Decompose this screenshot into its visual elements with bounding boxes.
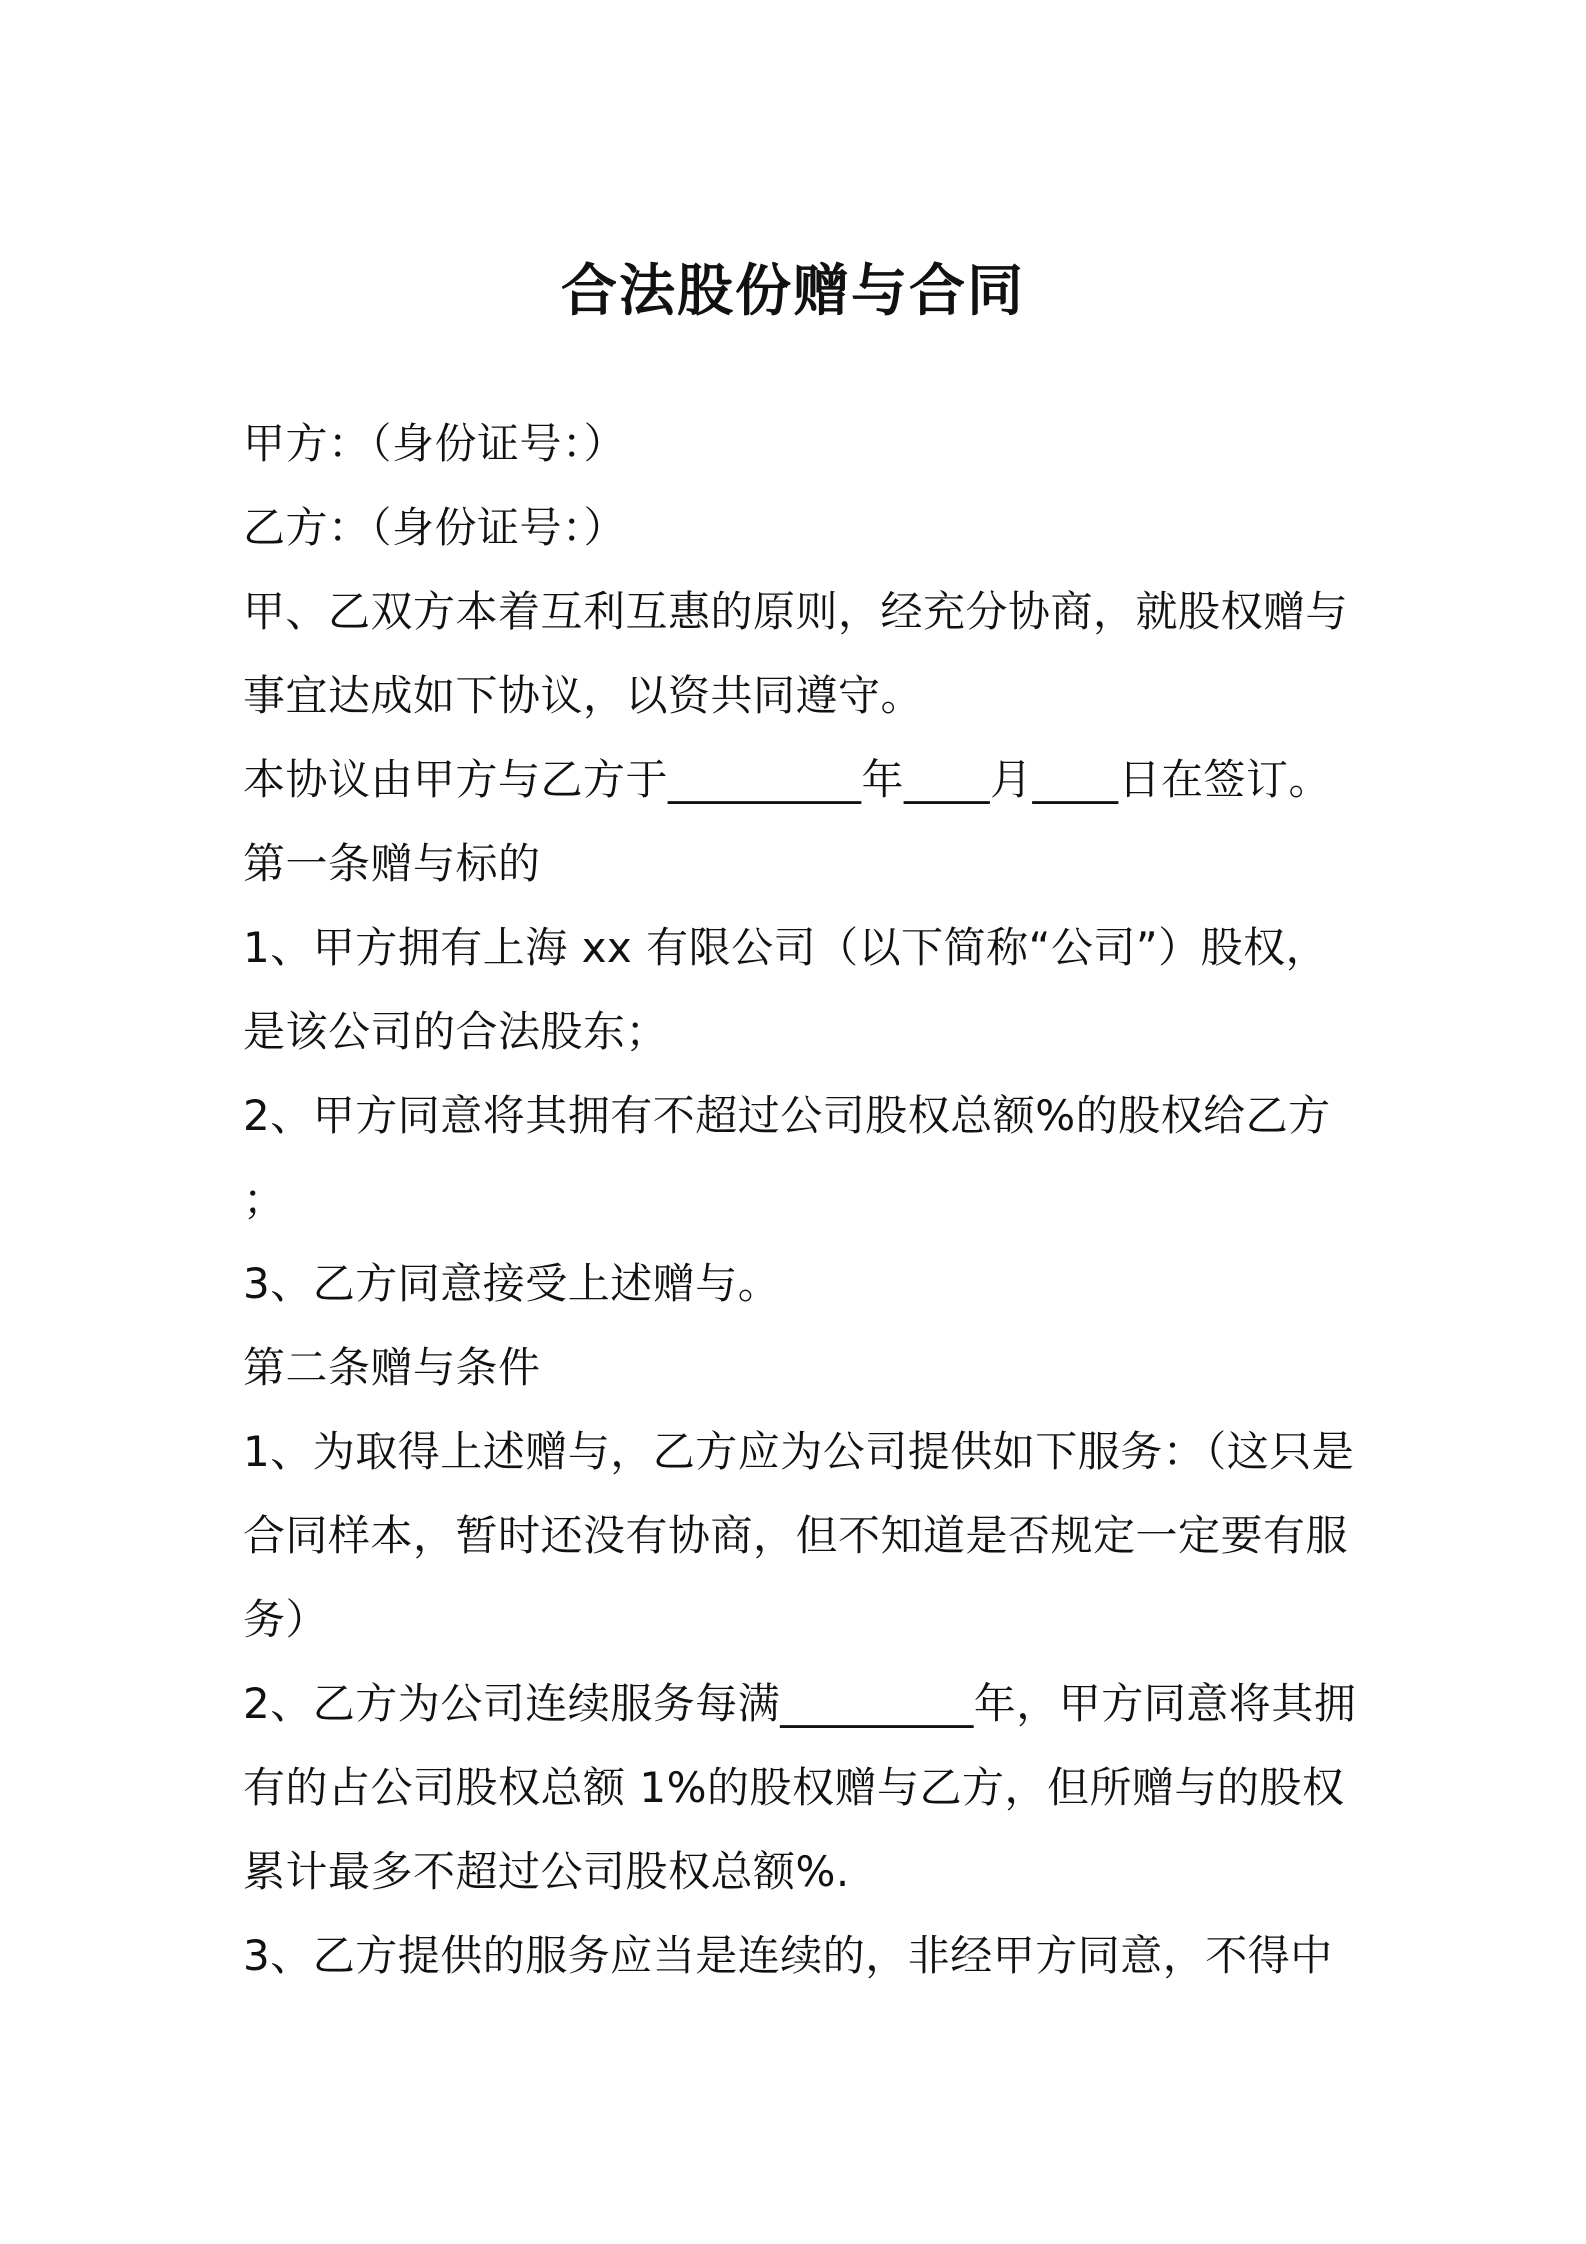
article-2-clause-1-line-1: 1、为取得上述赠与，乙方应为公司提供如下服务：（这只是 [243,1427,1355,1476]
article-2-clause-1-line-3: 务） [243,1595,329,1644]
party-b-line: 乙方：（身份证号：） [243,503,627,552]
article-2-clause-2-line-1: 2、乙方为公司连续服务每满_________年，甲方同意将其拥 [243,1679,1357,1728]
signing-date-line: 本协议由甲方与乙方于_________年____月____日在签订。 [243,755,1332,804]
article-2-clause-2-line-2: 有的占公司股权总额 1%的股权赠与乙方，但所赠与的股权 [243,1763,1345,1812]
document-title: 合法股份赠与合同 [561,259,1025,324]
article-1-clause-1-line-2: 是该公司的合法股东； [243,1007,669,1056]
article-1-clause-1-line-1: 1、甲方拥有上海 xx 有限公司（以下简称“公司”）股权， [243,923,1329,972]
document-body [243,402,1363,1998]
article-1-clause-2-line-2: ； [243,1175,286,1224]
preamble-line-1: 甲、乙双方本着互利互惠的原则，经充分协商，就股权赠与 [243,587,1349,636]
article-1-clause-2-line-1: 2、甲方同意将其拥有不超过公司股权总额%的股权给乙方 [243,1091,1331,1140]
preamble-line-2: 事宜达成如下协议，以资共同遵守。 [243,671,924,720]
article-2-clause-2-line-3: 累计最多不超过公司股权总额%. [243,1847,850,1896]
article-2-heading: 第二条赠与条件 [243,1343,541,1392]
article-2-clause-3-line-1: 3、乙方提供的服务应当是连续的，非经甲方同意，不得中 [243,1931,1333,1980]
article-2-clause-1-line-2: 合同样本，暂时还没有协商，但不知道是否规定一定要有服 [243,1511,1349,1560]
article-1-heading: 第一条赠与标的 [243,839,541,888]
party-a-line: 甲方：（身份证号：） [243,419,627,468]
article-1-clause-3: 3、乙方同意接受上述赠与。 [243,1259,781,1308]
